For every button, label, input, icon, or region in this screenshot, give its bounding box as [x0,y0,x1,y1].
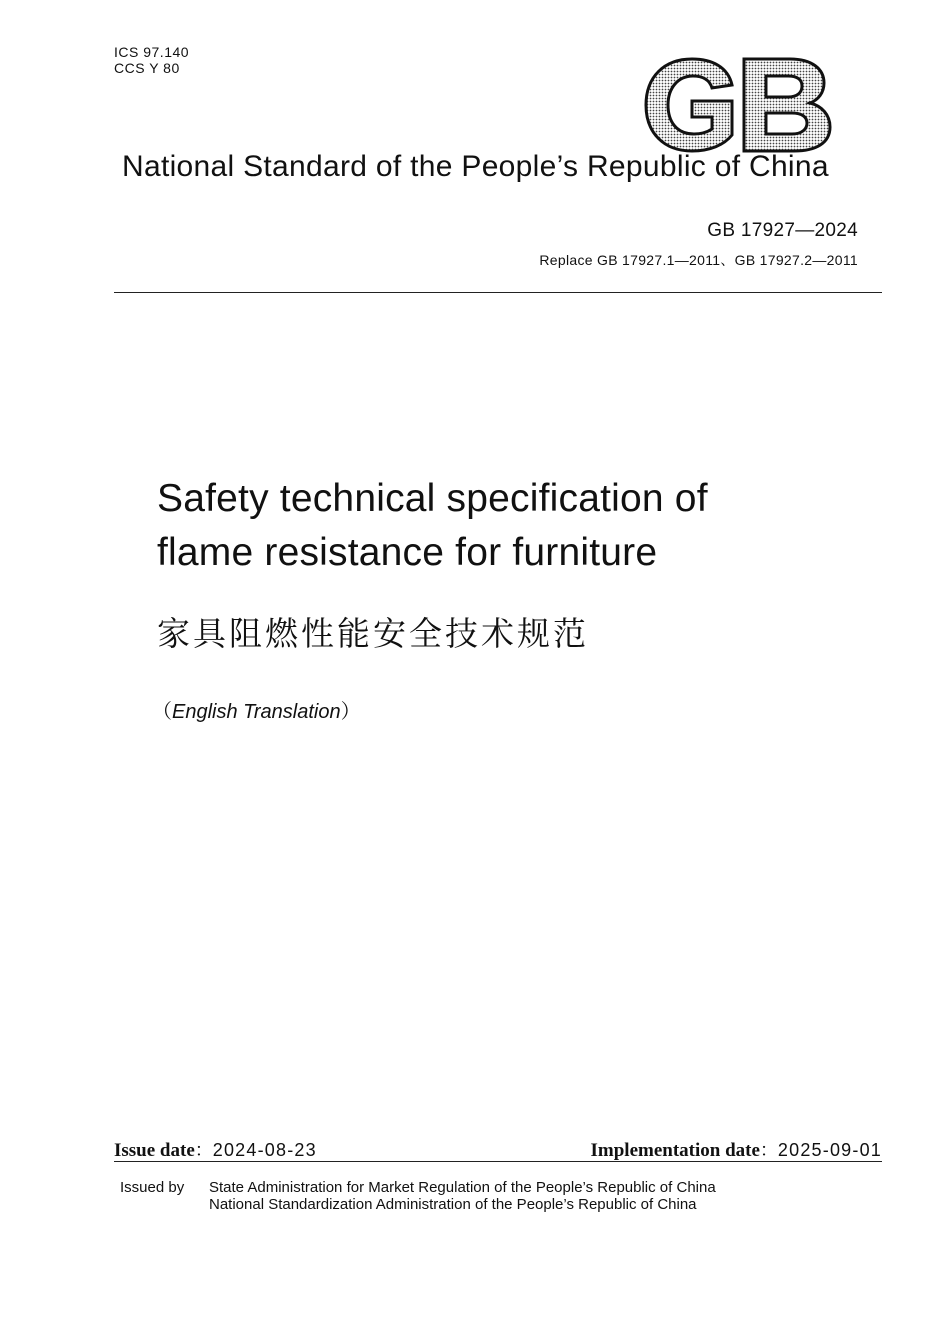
translation-label: English Translation [172,701,341,723]
paren-close: ） [340,701,361,723]
document-title-en [157,472,857,580]
issue-date-sep: ： [194,1140,213,1160]
gb-logo [640,55,835,155]
implementation-date-value: 2025-09-01 [777,1140,882,1160]
top-divider [114,292,882,293]
implementation-date-label: Implementation date [590,1140,760,1161]
issuer-line-1: State Administration for Market Regulation of the People’s Republic of China [209,1179,716,1196]
implementation-date [591,1136,882,1162]
translation-note [152,695,361,724]
issue-date-value: 2024-08-23 [212,1140,317,1160]
gb-logo-text: GB [737,115,739,116]
issuing-authorities [209,1179,716,1213]
bottom-divider [114,1161,882,1162]
issue-date-label: Issue date [114,1140,195,1161]
document-title-cn: 家具阻燃性能安全技术规范 [157,614,589,653]
issuer-line-2: National Standardization Administration of the People’s Republic of China [209,1196,697,1213]
replaced-standards: Replace GB 17927.1—2011、GB 17927.2—2011 [539,252,858,268]
implementation-date-sep: ： [759,1140,778,1160]
title-line-2: flame resistance for furniture [157,531,658,574]
classification-codes [114,44,189,76]
ccs-code: CCS Y 80 [114,60,180,76]
standard-number: GB 17927—2024 [707,220,858,241]
issue-date [114,1136,317,1162]
issued-by-label: Issued by [120,1179,185,1196]
ics-code: ICS 97.140 [114,44,190,60]
title-line-1: Safety technical specification of [157,477,708,520]
paren-open: （ [152,701,172,723]
standard-title: National Standard of the People’s Republic of China [122,150,829,183]
